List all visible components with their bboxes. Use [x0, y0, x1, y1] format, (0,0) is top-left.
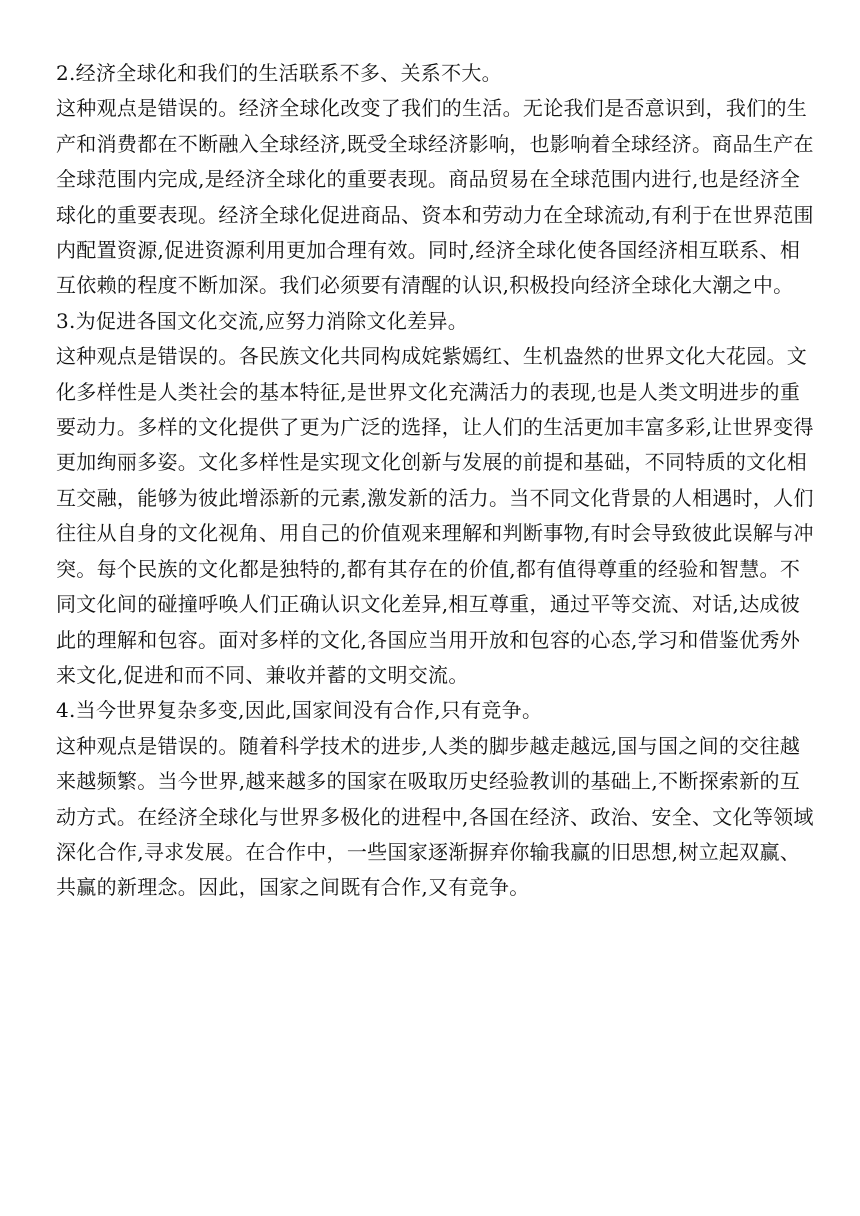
answer-3-line: 此的理解和包容。面对多样的文化,各国应当用开放和包容的心态,学习和借鉴优秀外: [56, 627, 801, 652]
answer-3-line: 往往从自身的文化视角、用自己的价值观来理解和判断事物,有时会导致彼此误解与冲: [56, 521, 814, 546]
document-page: [56, 56, 814, 906]
answer-4-line: 来越频繁。当今世界,越来越多的国家在吸取历史经验教训的基础上,不断探索新的互: [56, 769, 801, 794]
answer-4-line: 深化合作,寻求发展。在合作中，一些国家逐渐摒弃你输我赢的旧思想,树立起双赢、: [56, 839, 801, 864]
answer-3-line: 突。每个民族的文化都是独特的,都有其存在的价值,都有值得尊重的经验和智慧。不: [56, 556, 801, 581]
answer-4-line: 这种观点是错误的。随着科学技术的进步,人类的脚步越走越远,国与国之间的交往越: [56, 733, 801, 758]
answer-3-line: 同文化间的碰撞呼唤人们正确认识文化差异,相互尊重，通过平等交流、对话,达成彼: [56, 592, 801, 617]
answer-3-line: 来文化,促进和而不同、兼收并蓄的文明交流。: [56, 662, 469, 687]
answer-2-line: 这种观点是错误的。经济全球化改变了我们的生活。无论我们是否意识到，我们的生: [56, 96, 808, 121]
answer-2-line: 全球范围内完成,是经济全球化的重要表现。商品贸易在全球范围内进行,也是经济全: [56, 167, 801, 192]
answer-2-line: 球化的重要表现。经济全球化促进商品、资本和劳动力在全球流动,有利于在世界范围: [56, 202, 814, 227]
answer-4-line: 共赢的新理念。因此，国家之间既有合作,又有竞争。: [56, 875, 530, 900]
answer-3-line: 更加绚丽多姿。文化多样性是实现文化创新与发展的前提和基础，不同特质的文化相: [56, 450, 808, 475]
answer-2-line: 产和消费都在不断融入全球经济,既受全球经济影响，也影响着全球经济。商品生产在: [56, 131, 814, 156]
answer-4-line: 动方式。在经济全球化与世界多极化的进程中,各国在经济、政治、安全、文化等领域: [56, 804, 814, 829]
answer-3-line: 化多样性是人类社会的基本特征,是世界文化充满活力的表现,也是人类文明进步的重: [56, 379, 801, 404]
question-3-heading: 3.为促进各国文化交流,应努力消除文化差异。: [56, 308, 469, 333]
answer-3-line: 互交融，能够为彼此增添新的元素,激发新的活力。当不同文化背景的人相遇时，人们: [56, 485, 814, 510]
answer-3-line: 这种观点是错误的。各民族文化共同构成姹紫嫣红、生机盎然的世界文化大花园。文: [56, 344, 808, 369]
question-2-heading: 2.经济全球化和我们的生活联系不多、关系不大。: [56, 61, 502, 85]
question-4-heading: 4.当今世界复杂多变,因此,国家间没有合作,只有竞争。: [56, 698, 543, 723]
answer-3-line: 要动力。多样的文化提供了更为广泛的选择，让人们的生活更加丰富多彩,让世界变得: [56, 415, 814, 440]
answer-2-line: 互依赖的程度不断加深。我们必须要有清醒的认识,积极投向经济全球化大潮之中。: [56, 273, 794, 298]
answer-2-line: 内配置资源,促进资源利用更加合理有效。同时,经济全球化使各国经济相互联系、相: [56, 238, 801, 263]
